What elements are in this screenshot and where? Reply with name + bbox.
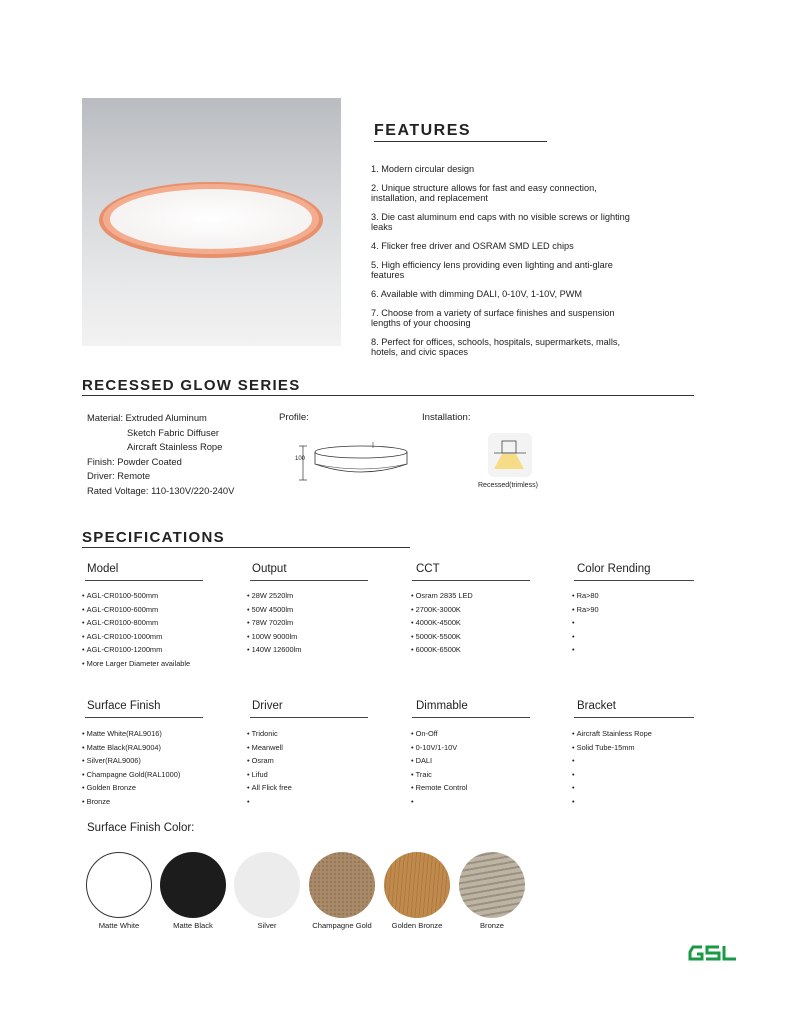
spec-column-model: [87, 563, 118, 575]
specifications-title: SPECIFICATIONS: [82, 529, 225, 546]
swatch-label: Matte White: [98, 921, 140, 930]
spec-column-cct: [416, 563, 440, 575]
list-item: • Matte White(RAL9016): [82, 727, 180, 741]
list-item: • Meanwell: [247, 741, 292, 755]
list-item: • Remote Control: [411, 781, 467, 795]
profile-label: Profile:: [279, 412, 309, 423]
column-header: Surface Finish: [87, 700, 161, 712]
feature-item: 8. Perfect for offices, schools, hospitals, supermarkets, malls, hotels, and civic spaces: [371, 337, 621, 357]
column-header: Model: [87, 563, 119, 575]
specifications-divider: [82, 547, 410, 548]
column-divider: [250, 717, 368, 718]
list-item: • 28W 2520lm: [247, 589, 301, 603]
feature-item: 6. Available with dimming DALI, 0-10V, 1-10V, PWM: [371, 289, 583, 299]
spec-column-driver: [252, 700, 283, 712]
installation-label: Installation:: [422, 412, 471, 423]
list-item: • AGL-CR0100-1200mm: [82, 643, 190, 657]
driver-list: [247, 727, 292, 809]
column-divider: [250, 580, 368, 581]
swatch-label: Golden Bronze: [391, 921, 443, 930]
column-header: Dimmable: [416, 700, 468, 712]
list-item: • Golden Bronze: [82, 781, 180, 795]
list-item: • Ra>90: [572, 603, 599, 617]
profile-drawing: [293, 436, 413, 491]
driver-line: Driver: Remote: [87, 470, 151, 482]
swatch-label: Bronze: [479, 921, 505, 930]
product-image: [82, 98, 341, 346]
series-divider: [82, 395, 694, 396]
column-divider: [85, 580, 203, 581]
list-item: • 5000K-5500K: [411, 630, 473, 644]
list-item: • Aircraft Stainless Rope: [572, 727, 652, 741]
list-item: • 140W 12600lm: [247, 643, 301, 657]
installation-icon: [488, 433, 532, 477]
profile-dimension: 100: [295, 456, 306, 462]
list-item: • AGL-CR0100-600mm: [82, 603, 190, 617]
features-divider: [374, 141, 547, 142]
swatch-label: Silver: [257, 921, 277, 930]
swatch-champagne-gold: [309, 852, 375, 918]
list-item: [572, 643, 599, 657]
spec-column-surface-finish: [87, 700, 161, 712]
list-item: • 50W 4500lm: [247, 603, 301, 617]
voltage-line: Rated Voltage: 110-130V/220-240V: [87, 484, 235, 496]
list-item: • Lifud: [247, 768, 292, 782]
swatch-matte-black: [160, 852, 226, 918]
list-item: [247, 795, 292, 809]
list-item: • Silver(RAL9006): [82, 754, 180, 768]
feature-item: 3. Die cast aluminum end caps with no visible screws or lighting leaks: [371, 212, 630, 232]
features-title: FEATURES: [374, 122, 472, 139]
swatch-silver: [234, 852, 300, 918]
feature-item: 2. Unique structure allows for fast and easy connection, installation, and replacement: [371, 183, 597, 203]
list-item: • Tridonic: [247, 727, 292, 741]
list-item: • 2700K-3000K: [411, 603, 473, 617]
features-list: [371, 164, 636, 366]
material-line: Aircraft Stainless Rope: [127, 441, 223, 453]
list-item: • AGL-CR0100-500mm: [82, 589, 190, 603]
list-item: • Solid Tube-15mm: [572, 741, 652, 755]
list-item: [572, 781, 652, 795]
list-item: [572, 768, 652, 782]
list-item: • 100W 9000lm: [247, 630, 301, 644]
material-info: [87, 411, 234, 499]
list-item: • Osram 2835 LED: [411, 589, 473, 603]
column-divider: [574, 717, 694, 718]
material-line: Material: Extruded Aluminum: [87, 412, 207, 423]
swatch-label: Matte Black: [173, 921, 213, 930]
column-header: CCT: [416, 563, 440, 575]
feature-item: 5. High efficiency lens providing even lighting and anti-glare features: [371, 260, 613, 280]
list-item: • 4000K-4500K: [411, 616, 473, 630]
spec-column-bracket: [577, 700, 616, 712]
spec-column-dimmable: [416, 700, 468, 712]
swatch-bronze: [459, 852, 525, 918]
column-divider: [412, 580, 530, 581]
list-item: [411, 795, 467, 809]
material-line: Sketch Fabric Diffuser: [127, 426, 220, 438]
installation-caption: Recessed(trimless): [478, 482, 538, 489]
column-header: Driver: [252, 700, 283, 712]
feature-item: 4. Flicker free driver and OSRAM SMD LED chips: [371, 241, 574, 251]
list-item: • Champagne Gold(RAL1000): [82, 768, 180, 782]
list-item: [572, 616, 599, 630]
list-item: • Ra>80: [572, 589, 599, 603]
column-header: Color Rending: [577, 563, 651, 575]
list-item: • DALI: [411, 754, 467, 768]
list-item: • On-Off: [411, 727, 467, 741]
list-item: • Matte Black(RAL9004): [82, 741, 180, 755]
series-title: RECESSED GLOW SERIES: [82, 377, 301, 394]
list-item: • 6000K-6500K: [411, 643, 473, 657]
model-list: [82, 589, 190, 671]
list-item: • More Larger Diameter available: [82, 657, 190, 671]
color-rending-list: [572, 589, 599, 657]
swatch-golden-bronze: [384, 852, 450, 918]
list-item: • All Flick free: [247, 781, 292, 795]
list-item: [572, 754, 652, 768]
list-item: [572, 630, 599, 644]
list-item: • AGL-CR0100-800mm: [82, 616, 190, 630]
brand-logo: [688, 944, 738, 962]
cct-list: [411, 589, 473, 657]
column-divider: [412, 717, 530, 718]
list-item: • 0-10V/1-10V: [411, 741, 467, 755]
column-divider: [574, 580, 694, 581]
surface-finish-list: [82, 727, 180, 809]
output-list: [247, 589, 301, 657]
spec-column-color-rending: [577, 563, 651, 575]
list-item: • Bronze: [82, 795, 180, 809]
surface-finish-color-title: Surface Finish Color:: [87, 822, 195, 834]
feature-item: 7. Choose from a variety of surface finishes and suspension lengths of your choosing: [371, 308, 615, 328]
list-item: • Osram: [247, 754, 292, 768]
column-header: Output: [252, 563, 287, 575]
spec-column-output: [252, 563, 287, 575]
list-item: • 78W 7020lm: [247, 616, 301, 630]
bracket-list: [572, 727, 652, 809]
column-header: Bracket: [577, 700, 616, 712]
swatch-matte-white: [86, 852, 152, 918]
column-divider: [85, 717, 203, 718]
list-item: • Traic: [411, 768, 467, 782]
swatch-label: Champagne Gold: [312, 921, 372, 930]
feature-item: 1. Modern circular design: [371, 164, 475, 174]
list-item: • AGL-CR0100-1000mm: [82, 630, 190, 644]
list-item: [572, 795, 652, 809]
finish-line: Finish: Powder Coated: [87, 455, 182, 467]
dimmable-list: [411, 727, 467, 809]
